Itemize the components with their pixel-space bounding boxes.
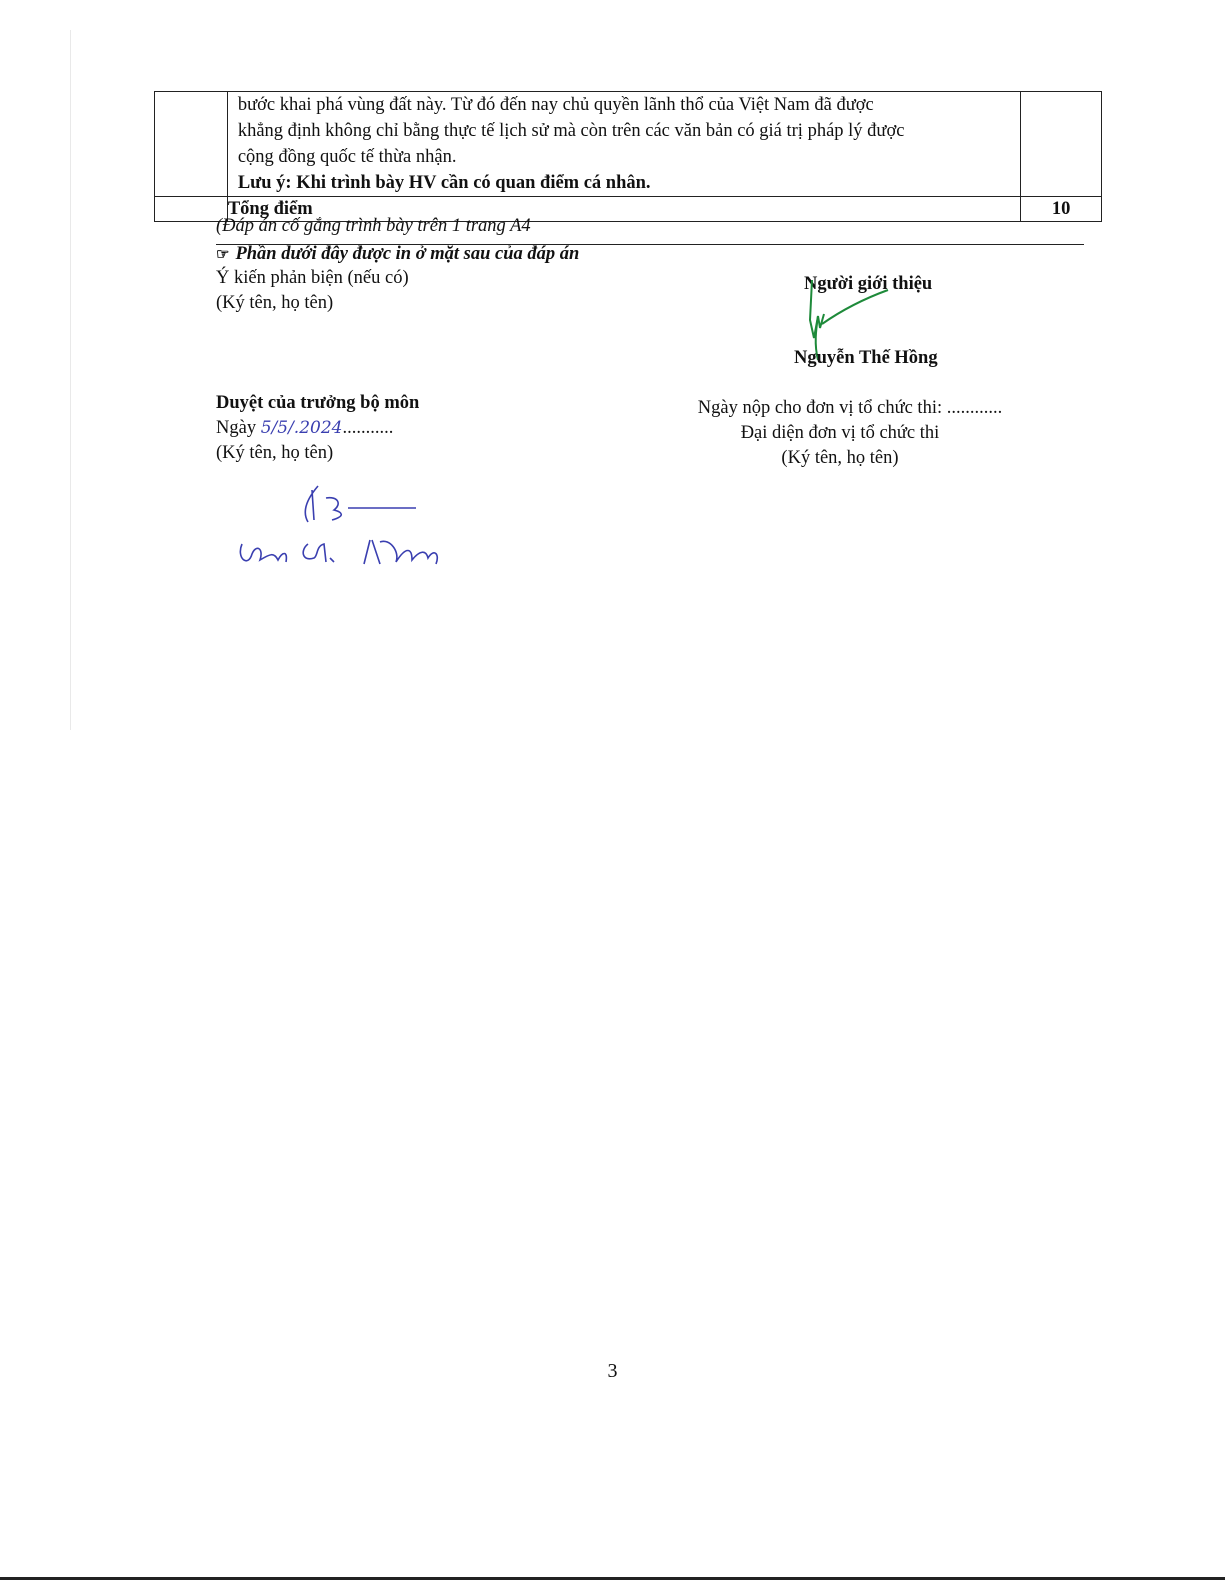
back-note-text: Phần dưới đây được in ở mặt sau của đáp án	[235, 244, 580, 264]
table-cell-content	[227, 92, 1020, 197]
total-label: Tổng điểm	[227, 197, 1020, 222]
answer-table	[154, 91, 1102, 222]
content-line: bước khai phá vùng đất này. Từ đó đến nay chủ quyền lãnh thổ của Việt Nam đã được	[237, 95, 874, 115]
table-row-content	[155, 92, 1102, 197]
approval-date-label: Ngày	[216, 418, 257, 438]
submission-sign-note: (Ký tên, họ tên)	[781, 448, 899, 468]
approval-sign-note: (Ký tên, họ tên)	[216, 443, 334, 463]
note-line: Lưu ý: Khi trình bày HV cần có quan điểm cá nhân.	[237, 173, 651, 193]
approval-signature	[230, 478, 450, 578]
back-note	[216, 244, 579, 265]
caption-note: (Đáp án cố gắng trình bày trên 1 trang A4	[216, 216, 531, 236]
content-line: khẳng định không chỉ bằng thực tế lịch sử mà còn trên các văn bản có giá trị pháp lý được	[237, 121, 905, 141]
table-cell-index	[155, 92, 228, 197]
table-cell-score	[1021, 92, 1102, 197]
approval-date-dots: ...........	[342, 418, 394, 438]
submission-date-line: Ngày nộp cho đơn vị tổ chức thi: ............	[697, 398, 1003, 418]
scan-edge-shadow	[70, 30, 71, 730]
page-bottom-edge	[0, 1577, 1225, 1580]
content-line: cộng đồng quốc tế thừa nhận.	[237, 147, 457, 167]
review-label: Ý kiến phản biện (nếu có)	[216, 268, 409, 288]
approval-date-handwritten: 5/5/.2024	[260, 418, 343, 438]
pointing-hand-icon: ☞	[216, 247, 230, 263]
approval-title: Duyệt của trưởng bộ môn	[216, 393, 420, 413]
presenter-name: Nguyễn Thế Hồng	[794, 348, 938, 368]
submission-rep-line: Đại diện đơn vị tổ chức thi	[740, 423, 940, 443]
page-number: 3	[607, 1360, 618, 1382]
approval-date-line	[216, 416, 393, 441]
review-sign-note: (Ký tên, họ tên)	[216, 293, 334, 313]
presenter-title: Người giới thiệu	[804, 274, 933, 294]
total-score: 10	[1021, 197, 1102, 222]
